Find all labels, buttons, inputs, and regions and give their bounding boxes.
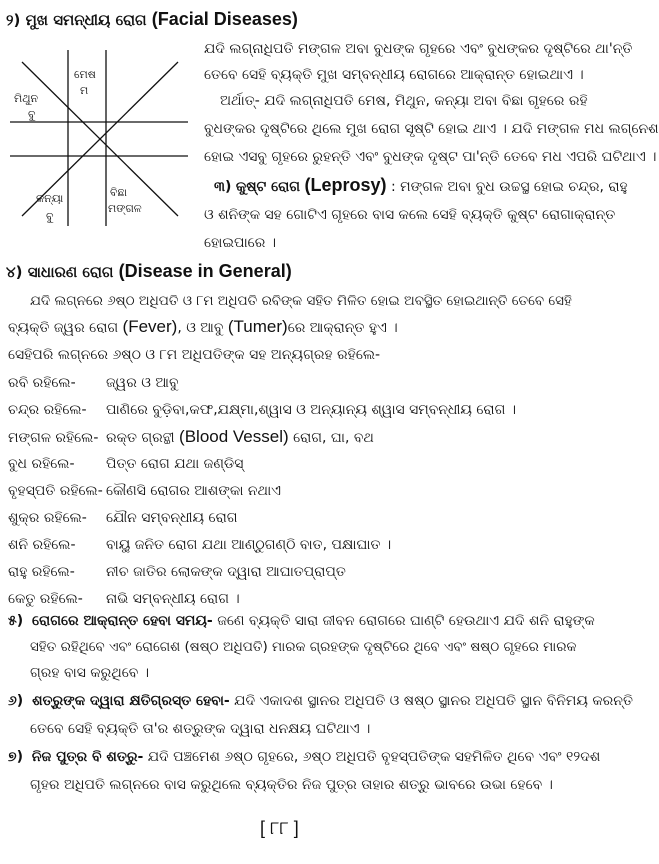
section-2-title-english: (Facial Diseases) [151,9,298,29]
section-6-line-1-text: ଯଦି ଏକାଦଶ ସ୍ଥାନର ଅଧିପତି ଓ ଷଷ୍ଠ ସ୍ଥାନର ଅଧିପତି ସ୍ଥାନ ବିନିମୟ କରନ୍ତି [234,693,633,709]
section-2-line-5: ହୋଇ ଏସବୁ ଗୃହରେ ରୁହନ୍ତି ଏବଂ ବୁଧଙ୍କ ଦୃଷ୍ଟ ପା'ନ୍ତି ତେବେ ମଧ ଏପରି ଘଟିଥାଏ । [204,149,657,165]
section-2-number: ୨) [6,11,21,29]
section-4-line-2 [8,318,398,337]
section-3-title: କୁଷ୍ଟ ରୋଗ [235,179,301,195]
planet-disease: କୌଣସି ରୋଗର ଆଶଙ୍କା ନଥାଏ [106,483,281,499]
planet-disease: ବାୟୁ ଜନିତ ରୋଗ ଯଥା ଆଣ୍ଠୁଗଣ୍ଠି ବାତ, ପକ୍ଷାଘାତ । [106,537,392,553]
section-2-line-1: ଯଦି ଲଗ୍ନାଧିପତି ମଙ୍ଗଳ ଅବା ବୁଧଙ୍କ ଗୃହରେ ଏବଂ ବୁଧଙ୍କର ଦୃଷ୍ଟିରେ ଥା'ନ୍ତି [204,41,633,57]
planet-row [8,428,374,447]
planet-row [8,374,179,392]
section-4-line-1: ଯଦି ଲଗ୍ନରେ ୬ଷ୍ଠ ଅଧିପତି ଓ ୮ମ ଅଧିପତି ରବିଙ୍କ ସହିତ ମିଳିତ ହୋଇ ଅବସ୍ଥିତ ହୋଇଥାନ୍ତି ତେବେ ସେହି [30,293,572,309]
planet-name: କେତୁ ରହିଲେ- [8,591,83,607]
section-5-number: ୫) [8,613,24,629]
section-4-title-english: (Disease in General) [118,261,292,281]
section-6-line-1 [8,692,633,710]
chart-label-mangala: ମଙ୍ଗଳ [108,202,142,215]
planet-row [8,455,243,473]
planet-name: ବୃହସ୍ପତି ରହିଲେ- [8,483,103,499]
section-2-line-3: ଅର୍ଥାତ୍- ଯଦି ଲଗ୍ନାଧିପତି ମେଷ, ମିଥୁନ, କନ୍ୟା ଅବା ବିଛା ଗୃହରେ ରହି [220,93,588,109]
planet-name: ଚନ୍ଦ୍ର ରହିଲେ- [8,402,87,418]
section-3-line-1-text: : ମଙ୍ଗଳ ଅବା ବୁଧ ଉଚ୍ଚସ୍ଥ ହୋଇ ଚନ୍ଦ୍ର, ରାହୁ [390,179,628,195]
section-4-line-3: ସେହିପରି ଲଗ୍ନରେ ୬ଷ୍ଠ ଓ ୮ମ ଅଧିପତିଙ୍କ ସହ ଅନ୍ୟଗ୍ରହ ରହିଲେ- [8,347,381,363]
page-number: [ ୮୮ ] [260,818,299,838]
planet-name: ଶନି ରହିଲେ- [8,537,76,553]
tumer-term: (Tumer) [227,317,288,336]
chart-label-ma: ମ [80,84,89,97]
planet-name: ରାହୁ ରହିଲେ- [8,564,75,580]
section-5-line-2: ସହିତ ରହିଥିବେ ଏବଂ ରୋଗେଶ (ଷଷ୍ଠ ଅଧିପତି) ମାରକ ଗ୍ରହଙ୍କ ଦୃଷ୍ଟିରେ ଥିବେ ଏବଂ ଷଷ୍ଠ ଗୃହରେ ମାରକ [30,639,577,655]
chart-label-bichha: ବିଛା [110,186,127,199]
planet-disease: ନାଭି ସମ୍ବନ୍ଧୀୟ ରୋଗ । [106,591,240,607]
section-7-line-2: ଗୃହର ଅଧିପତି ଲଗ୍ନରେ ବାସ କରୁଥିଲେ ବ୍ୟକ୍ତିର ନିଜ ପୁତ୍ର ତାହାର ଶତ୍ରୁ ଭାବରେ ଉଭା ହେବେ । [30,777,553,793]
planet-name: ରବି ରହିଲେ- [8,375,76,391]
section-4-title: ସାଧାରଣ ରୋଗ [27,263,114,281]
section-2-line-2: ତେବେ ସେହି ବ୍ୟକ୍ତି ମୁଖ ସମ୍ବନ୍ଧୀୟ ରୋଗରେ ଆକ୍ରାନ୍ତ ହୋଇଥାଏ । [204,67,584,83]
planet-disease: ପିତ୍ତ ରୋଗ ଯଥା ଜଣ୍ଡିସ୍ [106,456,244,472]
section-4-line-2-a: ବ୍ୟକ୍ତି ଜ୍ୱର ରୋଗ [8,320,119,336]
section-2-line-4: ବୁଧଙ୍କର ଦୃଷ୍ଟିରେ ଥିଲେ ମୁଖ ରୋଗ ସୃଷ୍ଟି ହୋଇ ଥାଏ । ଯଦି ମଙ୍ଗଳ ମଧ ଲଗ୍ନେଶ [204,121,659,137]
chart-label-mithuna: ମିଥୁନ [14,92,39,105]
section-6-title: ଶତ୍ରୁଙ୍କ ଦ୍ୱାରା କ୍ଷତିଗ୍ରସ୍ତ ହେବା- [32,693,230,709]
section-5-line-1 [8,612,595,630]
planet-disease-rest: ରୋଗ, ଘା, ବଥ [293,430,374,446]
chart-label-budha-2: ବୁ [46,210,54,223]
planet-disease: ପାଣିରେ ବୁଡ଼ିବା,କଫ,ଯକ୍ଷ୍ମା,ଶ୍ୱାସ ଓ ଅନ୍ୟାନ୍ୟ ଶ୍ୱାସ ସମ୍ବନ୍ଧୀୟ ରୋଗ । [106,402,517,418]
planet-row [8,482,281,500]
section-7-line-1 [8,748,600,766]
section-2-title: ମୁଖ ସମନ୍ଧୀୟ ରୋଗ [25,11,147,29]
planet-row [8,563,346,581]
section-4-number: ୪) [6,263,23,281]
section-3-line-1 [214,176,628,196]
section-5-title: ରୋଗରେ ଆକ୍ରାନ୍ତ ହେବା ସମୟ- [32,613,213,629]
section-4-line-2-b: , ଓ ଆବୁ [177,320,224,336]
planet-row [8,401,516,419]
section-7-number: ୭) [8,749,23,765]
fever-term: (Fever) [122,317,178,336]
section-3-title-english: (Leprosy) [304,175,387,195]
planet-row [8,590,240,608]
section-7-line-1-text: ଯଦି ପଞ୍ଚମେଶ ୬ଷ୍ଠ ଗୃହରେ, ୬ଷ୍ଠ ଅଧିପତି ବୃହସ୍ପତିଙ୍କ ସହମିଳିତ ଥିବେ ଏବଂ ୧୨ଦଶ [147,749,601,765]
section-3-line-3: ହୋଇପାରେ । [204,235,277,251]
planet-name: ଶୁକ୍ର ରହିଲେ- [8,510,87,526]
planet-disease-english: (Blood Vessel) [179,427,289,446]
section-6-number: ୬) [8,693,24,709]
section-5-line-3: ଗ୍ରହ ବାସ କରୁଥିବେ । [30,665,150,681]
chart-label-kanya: କନ୍ୟା [36,192,64,205]
section-4-line-2-c: ରେ ଆକ୍ରାନ୍ତ ହୁଏ । [287,320,398,336]
planet-disease: ଯୌନ ସମ୍ବନ୍ଧୀୟ ରୋଗ [106,510,238,526]
section-4-heading [6,262,292,281]
section-5-line-1-text: ଜଣେ ବ୍ୟକ୍ତି ସାରା ଜୀବନ ରୋଗରେ ଘାଣ୍ଟି ହେଉଥାଏ ଯଦି ଶନି ରାହୁଙ୍କ [217,613,595,629]
horoscope-chart [8,48,190,228]
planet-disease: ରକ୍ତ ଗ୍ରନ୍ଥୀ [106,430,175,446]
section-2-heading [6,10,298,29]
section-3-number: ୩) [214,179,232,195]
planet-name: ମଙ୍ଗଳ ରହିଲେ- [8,430,99,446]
planet-disease: ଜ୍ୱର ଓ ଆବୁ [106,375,179,391]
section-3-line-2: ଓ ଶନିଙ୍କ ସହ ଗୋଟିଏ ଗୃହରେ ବାସ କଲେ ସେହି ବ୍ୟକ୍ତି କୁଷ୍ଟ ରୋଗାକ୍ରାନ୍ତ [204,207,616,223]
planet-row [8,536,391,554]
chart-label-mesha: ମେଷ [74,68,96,81]
planet-disease: ନୀଚ ଜାତିର ଲୋକଙ୍କ ଦ୍ୱାରା ଆଘାତପ୍ରାପ୍ତ [106,564,346,580]
chart-label-budha-1: ବୁ [28,108,36,121]
planet-name: ବୁଧ ରହିଲେ- [8,456,75,472]
planet-row [8,509,237,527]
section-7-title: ନିଜ ପୁତ୍ର ବି ଶତ୍ରୁ- [31,749,144,765]
section-6-line-2: ତେବେ ସେହି ବ୍ୟକ୍ତି ତା'ର ଶତ୍ରୁଙ୍କ ଦ୍ୱାରା ଧନକ୍ଷୟ ଘଟିଥାଏ । [30,721,371,737]
